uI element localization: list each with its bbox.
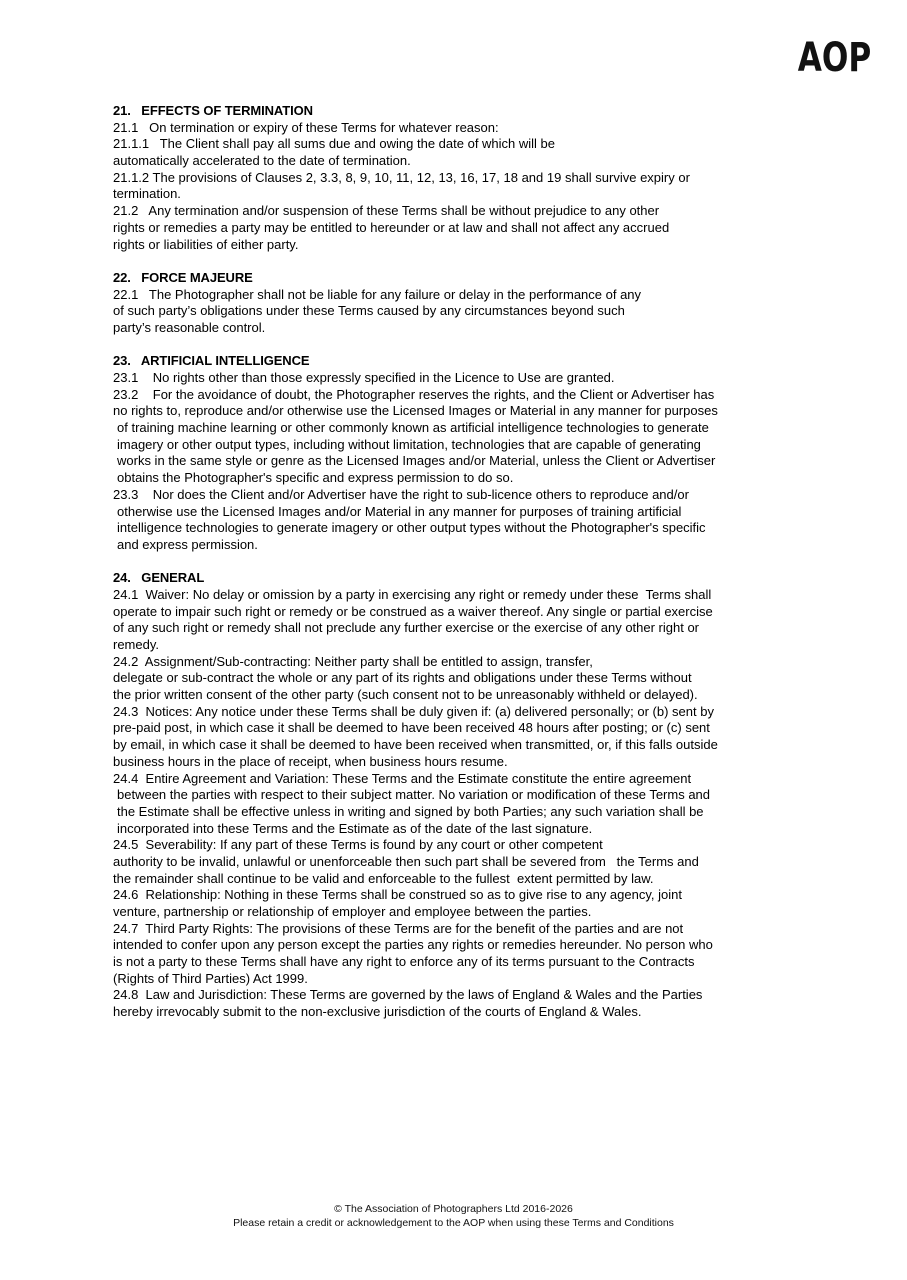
text-line: obtains the Photographer's specific and express permission to do so. (117, 470, 514, 486)
text-line: hereby irrevocably submit to the non-exclusive jurisdiction of the courts of England & Wales. (113, 1004, 642, 1020)
section-heading: 21. EFFECTS OF TERMINATION (113, 103, 313, 118)
text-line: and express permission. (117, 536, 258, 552)
text-line: the remainder shall continue to be valid and enforceable to the fullest extent permitted by law. (113, 870, 654, 886)
text-line: rights or liabilities of either party. (113, 236, 299, 252)
text-line: 22.1 The Photographer shall not be liable for any failure or delay in the performance of any (113, 286, 642, 302)
text-line: 21.2 Any termination and/or suspension of these Terms shall be without prejudice to any other (113, 203, 660, 219)
terms-section (113, 353, 813, 553)
text-line: delegate or sub-contract the whole or any part of its rights and obligations under these Terms without (113, 670, 692, 686)
text-line: 23.3 Nor does the Client and/or Advertiser have the right to sub-licence others to reproduce and/or (113, 486, 689, 502)
text-line: intended to confer upon any person except the parties any rights or remedies hereunder. No person who (113, 937, 713, 953)
section-heading: 23. ARTIFICIAL INTELLIGENCE (113, 353, 310, 369)
text-line: 24.4 Entire Agreement and Variation: These Terms and the Estimate constitute the entire agreement (113, 770, 692, 786)
text-line: is not a party to these Terms shall have any right to enforce any of its terms pursuant to the Contracts (113, 954, 695, 970)
text-line: 24.5 Severability: If any part of these Terms is found by any court or other competent (113, 837, 603, 853)
page-footer (0, 1203, 907, 1230)
text-line: imagery or other output types, including without limitation, technologies that are capable of generating (117, 436, 701, 452)
text-line: automatically accelerated to the date of termination. (113, 153, 411, 169)
text-line: no rights to, reproduce and/or otherwise use the Licensed Images or Material in any manner for purposes (113, 403, 718, 419)
text-line: rights or remedies a party may be entitled to hereunder or at law and shall not affect any accrued (113, 219, 670, 235)
text-line: 24.3 Notices: Any notice under these Terms shall be duly given if: (a) delivered personally; or (b) sent by (113, 703, 714, 719)
terms-section (113, 103, 813, 253)
copyright-text: © The Association of Photographers Ltd 2016-2026 (334, 1203, 573, 1215)
text-line: authority to be invalid, unlawful or unenforceable then such part shall be severed from the Terms and (113, 853, 699, 869)
text-line: 24.1 Waiver: No delay or omission by a party in exercising any right or remedy under these Terms shall (113, 586, 712, 602)
document-body (113, 103, 813, 1038)
text-line: 23.1 No rights other than those expressly specified in the Licence to Use are granted. (113, 370, 615, 385)
section-heading: 22. FORCE MAJEURE (113, 269, 253, 285)
aop-logo: AOP (797, 35, 871, 81)
text-line: of any such right or remedy shall not preclude any further exercise or the exercise of any other right or (113, 620, 700, 636)
text-line: operate to impair such right or remedy or be construed as a waiver thereof. Any single or partial exercise (113, 603, 713, 619)
text-line: 24.2 Assignment/Sub-contracting: Neither party shall be entitled to assign, transfer, (113, 653, 593, 669)
text-line: 23.2 For the avoidance of doubt, the Photographer reserves the rights, and the Client or Advertiser has (113, 386, 715, 402)
text-line: works in the same style or genre as the Licensed Images and/or Material, unless the Client or Advertiser (117, 453, 716, 469)
text-line: termination. (113, 186, 181, 202)
text-line: otherwise use the Licensed Images and/or Material in any manner for purposes of training artificial (117, 503, 682, 519)
text-line: pre-paid post, in which case it shall be deemed to have been received 48 hours after posting; or (c) sent (113, 720, 710, 736)
text-line: between the parties with respect to their subject matter. No variation or modification of these Terms and (117, 787, 711, 803)
terms-section (113, 270, 813, 337)
text-line: the Estimate shall be effective unless in writing and signed by both Parties; any such variation shall be (117, 803, 704, 819)
text-line: party’s reasonable control. (113, 319, 266, 335)
text-line: 24.7 Third Party Rights: The provisions of these Terms are for the benefit of the parties and are not (113, 920, 684, 936)
text-line: (Rights of Third Parties) Act 1999. (113, 970, 308, 986)
section-heading: 24. GENERAL (113, 570, 205, 586)
text-line: 21.1.2 The provisions of Clauses 2, 3.3, 8, 9, 10, 11, 12, 13, 16, 17, 18 and 19 shall survive expiry or (113, 169, 690, 185)
text-line: of training machine learning or other commonly known as artificial intelligence technologies to generate (117, 420, 709, 436)
text-line: intelligence technologies to generate imagery or other output types without the Photographer's specific (117, 520, 706, 536)
credit-notice-text: Please retain a credit or acknowledgement to the AOP when using these Terms and Conditions (233, 1216, 674, 1229)
terms-section (113, 570, 813, 1021)
text-line: 24.8 Law and Jurisdiction: These Terms are governed by the laws of England & Wales and the Parties (113, 987, 703, 1003)
text-line: 21.1 On termination or expiry of these Terms for whatever reason: (113, 119, 499, 135)
text-line: 24.6 Relationship: Nothing in these Terms shall be construed so as to give rise to any agency, joint (113, 887, 682, 903)
text-line: business hours in the place of receipt, when business hours resume. (113, 753, 508, 769)
text-line: venture, partnership or relationship of employer and employee between the parties. (113, 904, 592, 919)
text-line: of such party’s obligations under these Terms caused by any circumstances beyond such (113, 303, 625, 319)
text-line: incorporated into these Terms and the Estimate as of the date of the last signature. (117, 820, 593, 836)
text-line: 21.1.1 The Client shall pay all sums due and owing the date of which will be (113, 136, 556, 152)
text-line: by email, in which case it shall be deemed to have been received when transmitted, or, if this falls outside (113, 737, 718, 753)
text-line: remedy. (113, 637, 159, 652)
text-line: the prior written consent of the other party (such consent not to be unreasonably withheld or delayed). (113, 687, 698, 703)
